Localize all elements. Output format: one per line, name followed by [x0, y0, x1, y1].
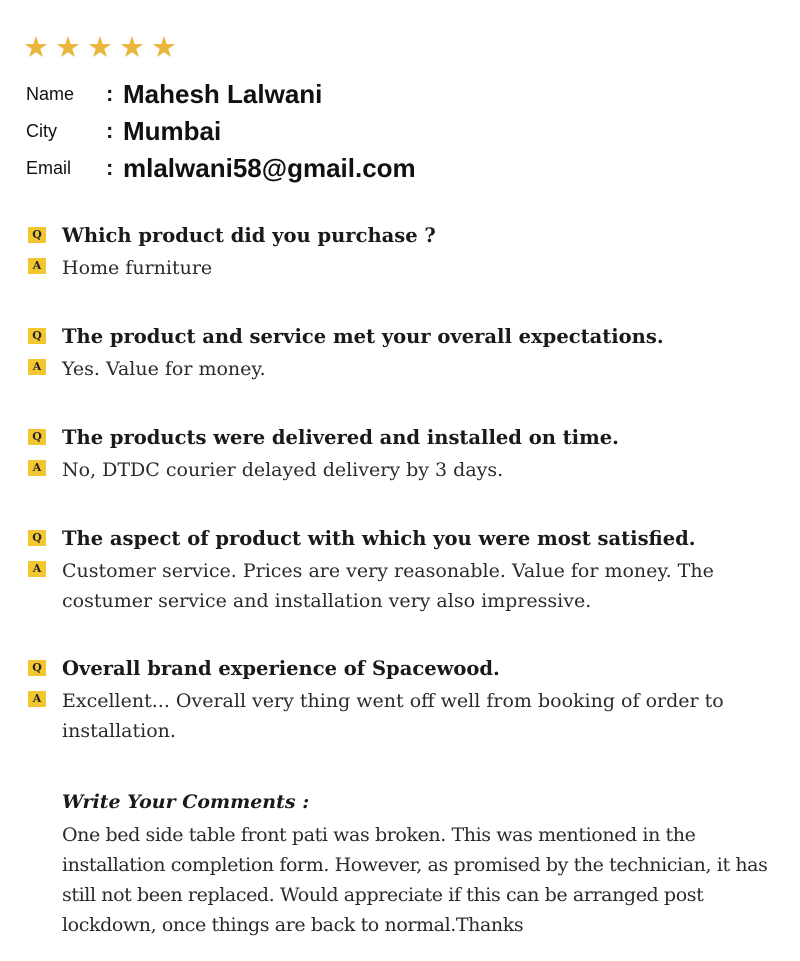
star-icon: ★	[151, 30, 177, 64]
question-text: The product and service met your overall expectations.	[62, 325, 664, 348]
question-row	[26, 222, 786, 250]
email-row	[26, 150, 416, 187]
question-row	[26, 323, 786, 351]
city-row	[26, 113, 222, 150]
customer-info	[26, 76, 416, 187]
star-icon: ★	[87, 30, 113, 64]
question-badge: Q	[28, 429, 46, 445]
star-icon: ★	[55, 30, 81, 64]
name-value: Mahesh Lalwani	[123, 79, 323, 109]
answer-text: Customer service. Prices are very reasonable. Value for money. The costumer service and installation very also impressive.	[62, 560, 714, 612]
question-badge: Q	[28, 660, 46, 676]
answer-badge: A	[28, 691, 46, 707]
comments-title: Write Your Comments :	[62, 791, 310, 813]
answer-row	[26, 556, 786, 616]
name-separator: :	[106, 81, 114, 106]
question-row	[26, 655, 786, 683]
answer-row	[26, 455, 786, 485]
rating-stars	[22, 30, 178, 64]
email-label: Email	[26, 158, 72, 178]
qa-item	[26, 323, 786, 384]
qa-item	[26, 525, 786, 616]
qa-item	[26, 222, 786, 283]
answer-text: Excellent... Overall very thing went off well from booking of order to installation.	[62, 690, 724, 742]
city-separator: :	[106, 118, 114, 143]
question-row	[26, 424, 786, 452]
email-value: mlalwani58@gmail.com	[123, 153, 416, 183]
question-badge: Q	[28, 227, 46, 243]
qa-item	[26, 424, 786, 485]
question-text: The products were delivered and installed on time.	[62, 426, 619, 449]
question-badge: Q	[28, 328, 46, 344]
answer-row	[26, 686, 786, 746]
question-text: The aspect of product with which you were most satisfied.	[62, 527, 696, 550]
answer-text: Yes. Value for money.	[62, 358, 266, 380]
answer-row	[26, 253, 786, 283]
qa-item	[26, 655, 786, 746]
question-text: Which product did you purchase ?	[62, 224, 436, 247]
question-text: Overall brand experience of Spacewood.	[62, 657, 500, 680]
question-row	[26, 525, 786, 553]
answer-text: No, DTDC courier delayed delivery by 3 days.	[62, 459, 504, 481]
answer-badge: A	[28, 460, 46, 476]
city-value: Mumbai	[123, 116, 222, 146]
star-icon: ★	[23, 30, 49, 64]
answer-badge: A	[28, 258, 46, 274]
answer-badge: A	[28, 561, 46, 577]
email-separator: :	[106, 155, 114, 180]
comments-text: One bed side table front pati was broken. This was mentioned in the installation completion form. However, as promised by the technician, it has still not been replaced. Would appreciate if this can be arranged post lockdown, once things are back to normal.Thanks	[62, 824, 768, 936]
answer-badge: A	[28, 359, 46, 375]
answer-text: Home furniture	[62, 257, 213, 279]
comments-section	[62, 788, 782, 940]
answer-row	[26, 354, 786, 384]
name-label: Name	[26, 84, 75, 104]
star-icon: ★	[119, 30, 145, 64]
name-row	[26, 76, 323, 113]
question-badge: Q	[28, 530, 46, 546]
city-label: City	[26, 121, 57, 141]
